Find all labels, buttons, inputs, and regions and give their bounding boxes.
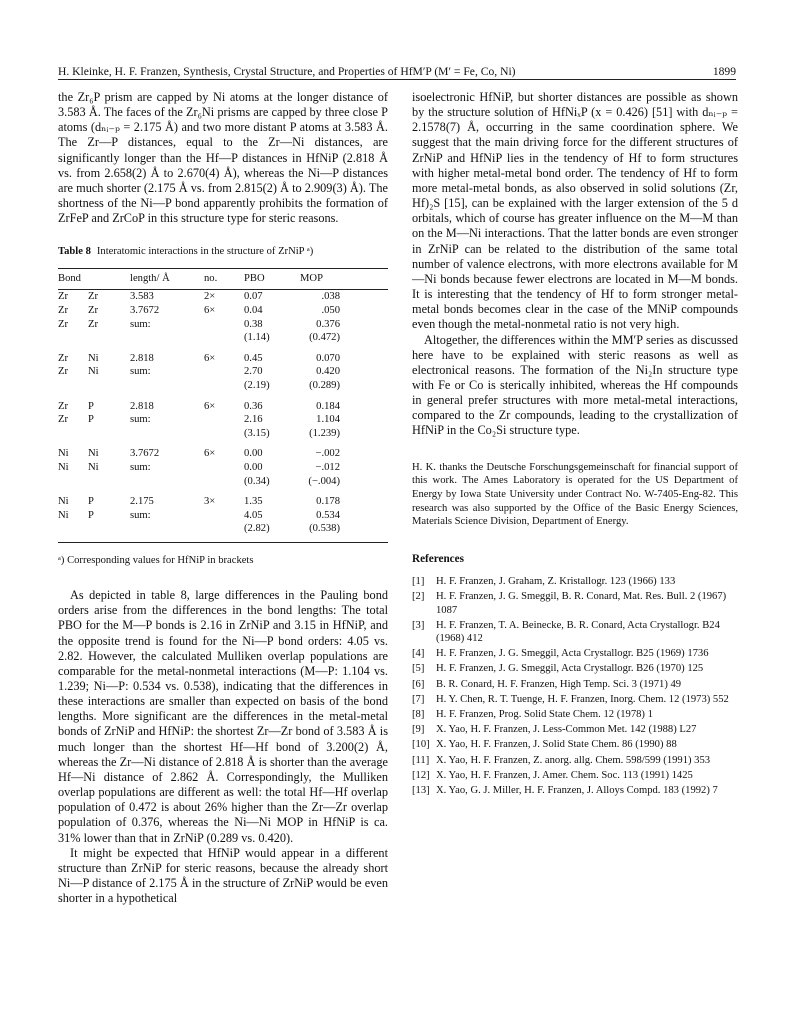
mop-value: 0.376: [316, 318, 340, 330]
reference-number: [4]: [412, 648, 425, 660]
cell-atom2: Zr: [88, 305, 98, 316]
reference-item: [412, 769, 738, 782]
cell-count: 6×: [204, 400, 216, 412]
reference-text: H. F. Franzen, Prog. Solid State Chem. 12 (1978) 1: [436, 708, 653, 720]
cell-atom2: Ni: [88, 461, 99, 473]
cell-atom2: P: [88, 414, 94, 426]
cell-mop: [300, 461, 388, 475]
cell-atom2: [88, 475, 130, 489]
cell-mop: [300, 427, 388, 441]
reference-item: [412, 678, 738, 691]
reference-item: [412, 784, 738, 797]
table-row: [58, 461, 388, 475]
table-caption: [58, 246, 388, 257]
cell-length: 3.7672: [130, 448, 160, 460]
table-row: [58, 331, 388, 345]
cell-atom2: [88, 331, 130, 345]
cell-length: sum:: [130, 366, 151, 378]
cell-count: [204, 522, 244, 542]
cell-mop: [300, 304, 388, 318]
reference-text: H. F. Franzen, J. G. Smeggil, B. R. Conard, Mat. Res. Bull. 2 (1967) 1087: [436, 591, 727, 616]
col-header-bond: Bond: [58, 273, 81, 285]
cell-atom1: [58, 475, 88, 489]
cell-atom1: [58, 522, 88, 542]
reference-text: X. Yao, G. J. Miller, H. F. Franzen, J. Alloys Compd. 183 (1992) 7: [436, 784, 718, 796]
cell-atom1: Ni: [58, 496, 69, 508]
reference-number: [12]: [412, 769, 430, 781]
cell-atom1: Zr: [58, 352, 68, 364]
reference-item: [412, 575, 738, 588]
reference-number: [3]: [412, 619, 425, 631]
cell-count: 3×: [204, 496, 216, 508]
cell-mop: [300, 290, 388, 304]
reference-text: X. Yao, H. F. Franzen, J. Solid State Chem. 86 (1990) 88: [436, 739, 677, 751]
table-caption-text: Interatomic interactions in the structure of ZrNiP ᵃ): [96, 246, 314, 258]
reference-item: [412, 590, 738, 616]
cell-length: 2.818: [130, 352, 154, 364]
reference-number: [7]: [412, 693, 425, 705]
cell-atom1: Ni: [58, 461, 69, 473]
cell-pbo: 0.07: [244, 291, 263, 303]
table-row: [58, 440, 388, 461]
reference-text: H. Y. Chen, R. T. Tuenge, H. F. Franzen, Inorg. Chem. 12 (1973) 552: [436, 693, 729, 705]
reference-item: [412, 619, 738, 645]
cell-length: 3.7672: [130, 305, 160, 316]
cell-atom2: P: [88, 400, 94, 412]
table-row: [58, 290, 388, 304]
acknowledgement: H. K. thanks the Deutsche Forschungsgemeinschaft for financial support of this work. The Ames Laboratory is operated for the US Department of Energy by Iowa State University under Contract No. W-7405-Eng-82. This research was also supported by the Office of the Basic Energy Sciences, Materials Science Division, Department of Energy.: [412, 461, 738, 528]
reference-item: [412, 708, 738, 721]
table-row: [58, 318, 388, 332]
reference-number: [1]: [412, 576, 425, 588]
cell-length: 2.175: [130, 496, 154, 508]
mop-value: .050: [321, 305, 340, 316]
cell-pbo: 0.00: [244, 448, 263, 460]
right-column: [412, 90, 738, 799]
cell-pbo: (1.14): [244, 332, 270, 344]
col-header-pbo: PBO: [244, 273, 265, 285]
cell-pbo: 4.05: [244, 509, 263, 521]
cell-atom2: [88, 379, 130, 393]
header-rule: [58, 79, 736, 80]
cell-mop: [300, 379, 388, 393]
cell-atom1: Zr: [58, 291, 68, 303]
mop-value: (0.538): [309, 523, 340, 535]
cell-pbo: 0.00: [244, 461, 263, 473]
cell-length: sum:: [130, 509, 151, 521]
cell-mop: [300, 475, 388, 489]
mop-value: (1.239): [309, 427, 340, 439]
cell-count: [204, 413, 244, 427]
table-body: [58, 290, 388, 543]
cell-length: sum:: [130, 318, 151, 330]
references-list: [412, 575, 738, 797]
cell-count: [204, 509, 244, 523]
mop-value: 0.534: [316, 509, 340, 521]
table-row: [58, 509, 388, 523]
left-paragraph-3: It might be expected that HfNiP would appear in a different structure than ZrNiP for steric reasons, because the already short Ni—P distance of 2.175 Å in the structure of ZrNiP would be even shorter in a hypothetical: [58, 845, 388, 906]
cell-length: [130, 379, 204, 393]
reference-text: X. Yao, H. F. Franzen, J. Amer. Chem. Soc. 113 (1991) 1425: [436, 769, 693, 781]
reference-text: B. R. Conard, H. F. Franzen, High Temp. Sci. 3 (1971) 49: [436, 678, 682, 690]
table-footnote: ᵃ) Corresponding values for HfNiP in brackets: [58, 554, 254, 566]
reference-number: [5]: [412, 663, 425, 675]
reference-item: [412, 738, 738, 751]
page-number: 1899: [712, 65, 736, 78]
cell-mop: [300, 440, 388, 461]
cell-atom2: Ni: [88, 448, 99, 460]
cell-mop: [300, 509, 388, 523]
cell-length: [130, 522, 204, 542]
reference-number: [11]: [412, 754, 430, 766]
reference-item: [412, 693, 738, 706]
reference-text: H. F. Franzen, J. Graham, Z. Kristallogr. 123 (1966) 133: [436, 576, 676, 588]
reference-text: X. Yao, H. F. Franzen, Z. anorg. allg. Chem. 598/599 (1991) 353: [436, 754, 711, 766]
cell-atom2: Zr: [88, 318, 98, 330]
mop-value: 1.104: [316, 414, 340, 426]
references-heading: References: [412, 553, 464, 566]
right-paragraph-1: isoelectronic HfNiP, but shorter distances are possible as shown by the structure solution of HfNiₓP (x = 0.426) [51] with dₙᵢ₋ₚ = 2.1578(7) Å, occurring in the same coordination sphere. We suggest that the main driving force for the different structures of ZrNiP and HfNiP lies in the tendency of Hf to form structures with higher metal-metal bond order. The tendency of Hf to form more metal-metal bonds, as also observed in solid solutions (Zr, Hf)₂S [15], can be explained with the larger extension of the 5 d orbitals, which of course has greater influence on the M—M than on the M—Ni interactions. That the latter bonds are even stronger in ZrNiP can be related to the distribution of the same total number of valence electrons, with more electrons available for M—Ni bonds because fewer electrons are located in M—M bonds. It is interesting that the tendency of Hf to form stronger metal-metal bonds becomes clear in the case of the MNiP compounds even though the metal-nonmetal ratio is not very high.: [412, 90, 738, 332]
cell-pbo: (0.34): [244, 475, 270, 487]
right-paragraph-2: Altogether, the differences within the MM′P series as discussed here have to be explained with steric reasons as well as electronical reasons. The formation of the Ni₂In structure type with Fe or Co is sterically inhibited, whereas the Hf compounds in general prefer structures with more metal-metal interactions, compared to the Zr compounds, leading to the crystallization of HfNiP in the Co₂Si structure type.: [412, 332, 738, 438]
cell-pbo: 1.35: [244, 496, 263, 508]
cell-mop: [300, 345, 388, 366]
cell-count: 6×: [204, 352, 216, 364]
cell-mop: [300, 393, 388, 414]
cell-mop: [300, 331, 388, 345]
reference-number: [2]: [412, 591, 425, 603]
cell-mop: [300, 318, 388, 332]
cell-pbo: (3.15): [244, 427, 270, 439]
cell-length: [130, 427, 204, 441]
table-row: [58, 427, 388, 441]
cell-count: 6×: [204, 305, 216, 316]
mop-value: −.012: [315, 461, 340, 473]
cell-count: [204, 365, 244, 379]
mop-value: 0.070: [316, 352, 340, 364]
cell-atom1: Zr: [58, 305, 68, 316]
mop-value: (0.289): [309, 379, 340, 391]
cell-atom2: [88, 427, 130, 441]
table-row: [58, 379, 388, 393]
cell-count: [204, 379, 244, 393]
mop-value: 0.420: [316, 366, 340, 378]
reference-item: [412, 723, 738, 736]
cell-mop: [300, 488, 388, 509]
cell-count: [204, 318, 244, 332]
cell-pbo: 0.36: [244, 400, 263, 412]
reference-number: [10]: [412, 739, 430, 751]
interactions-table: [58, 268, 388, 543]
cell-atom2: Ni: [88, 352, 99, 364]
cell-count: 6×: [204, 448, 216, 460]
cell-atom1: [58, 379, 88, 393]
cell-length: 2.818: [130, 400, 154, 412]
cell-length: [130, 331, 204, 345]
table-row: [58, 522, 388, 542]
cell-pbo: 0.38: [244, 318, 263, 330]
reference-item: [412, 754, 738, 767]
reference-text: H. F. Franzen, J. G. Smeggil, Acta Crystallogr. B26 (1970) 125: [436, 663, 704, 675]
reference-text: H. F. Franzen, T. A. Beinecke, B. R. Conard, Acta Crystallogr. B24 (1968) 412: [436, 619, 720, 644]
mop-value: 0.178: [316, 496, 340, 508]
reference-text: H. F. Franzen, J. G. Smeggil, Acta Crystallogr. B25 (1969) 1736: [436, 648, 709, 660]
left-column: [58, 90, 388, 906]
mop-value: (0.472): [309, 332, 340, 344]
cell-atom1: Ni: [58, 509, 69, 521]
reference-number: [8]: [412, 708, 425, 720]
cell-pbo: 0.04: [244, 305, 263, 316]
table-row: [58, 488, 388, 509]
reference-text: X. Yao, H. F. Franzen, J. Less-Common Met. 142 (1988) L27: [436, 724, 697, 736]
col-header-length: length/ Å: [130, 273, 170, 285]
cell-pbo: 2.70: [244, 366, 263, 378]
reference-item: [412, 662, 738, 675]
table-row: [58, 413, 388, 427]
cell-atom1: [58, 331, 88, 345]
cell-count: 2×: [204, 291, 216, 303]
reference-number: [6]: [412, 678, 425, 690]
cell-pbo: 0.45: [244, 352, 263, 364]
table-label: Table 8: [58, 246, 91, 258]
running-header: [58, 58, 736, 78]
cell-atom2: P: [88, 496, 94, 508]
cell-atom1: Zr: [58, 366, 68, 378]
cell-length: 3.583: [130, 291, 154, 303]
reference-number: [9]: [412, 724, 425, 736]
mop-value: (−.004): [308, 475, 340, 487]
table-row: [58, 475, 388, 489]
reference-number: [13]: [412, 784, 430, 796]
col-header-mop: MOP: [300, 273, 323, 285]
left-paragraph-2: As depicted in table 8, large differences in the Pauling bond orders arise from the differences in the bond lengths: The total PBO for the M—P bonds is 2.16 in ZrNiP and 3.15 in HfNiP, and the opposite trend is found for the Ni—P bond orders: 4.05 vs. 2.82. However, the calculated Mulliken overlap populations are comparable for the metal-nonmetal interactions (M—P: 1.104 vs. 1.239; Ni—P: 0.534 vs. 0.538), indicating that the differences in these interactions are smaller than expected on basis of the bond lengths. More significant are the differences in the metal-metal bonds of ZrNiP and HfNiP: the shortest Zr—Zr bond of 3.583 Å is much longer than the shortest Hf—Hf bond of 3.200(2) Å, whereas the Zr—Ni distance of 2.818 Å is shorter than the average Hf—Ni distance of 2.862 Å. Correspondingly, the Mulliken overlap populations are different as well: the total Hf—Hf overlap population of 0.472 is about 26% higher than the Zr—Zr overlap population of 0.376, whereas the Ni—Ni MOP in HfNiP is ca. 31% lower than that in ZrNiP (0.289 vs. 0.420).: [58, 588, 388, 845]
col-header-no: no.: [204, 273, 218, 285]
cell-count: [204, 331, 244, 345]
cell-length: [130, 475, 204, 489]
mop-value: −.002: [315, 448, 340, 460]
table-row: [58, 365, 388, 379]
cell-count: [204, 475, 244, 489]
cell-count: [204, 427, 244, 441]
cell-length: sum:: [130, 414, 151, 426]
cell-atom2: P: [88, 509, 94, 521]
left-paragraph-1: the Zr₆P prism are capped by Ni atoms at the longer distance of 3.583 Å. The faces of the Zr₆Ni prisms are capped by three close P atoms (dₙᵢ₋ₚ = 2.175 Å) and two more distant P atoms at 3.583 Å. The Zr—P distances, equal to the Zr—Ni distances, are significantly longer than the Hf—P distances in HfNiP (2.818 Å vs. from 2.658(2) Å to 2.670(4) Å), whereas the Ni—P distances are much shorter (2.175 Å vs. from 2.815(2) Å to 2.909(3) Å). The shortness of the Ni—P bond apparently prohibits the formation of ZrFeP and ZrCoP in this structure type for steric reasons.: [58, 90, 388, 226]
cell-atom1: Zr: [58, 414, 68, 426]
cell-atom1: Zr: [58, 400, 68, 412]
running-title: H. Kleinke, H. F. Franzen, Synthesis, Crystal Structure, and Properties of HfM′P (M′ = Fe, Co, Ni): [58, 65, 516, 78]
cell-atom1: Zr: [58, 318, 68, 330]
table-header-row: [58, 269, 388, 290]
cell-atom1: [58, 427, 88, 441]
table-row: [58, 393, 388, 414]
reference-item: [412, 647, 738, 660]
cell-mop: [300, 413, 388, 427]
cell-count: [204, 461, 244, 475]
cell-pbo: 2.16: [244, 414, 263, 426]
cell-atom1: Ni: [58, 448, 69, 460]
cell-mop: [300, 365, 388, 379]
cell-length: sum:: [130, 461, 151, 473]
cell-atom2: Ni: [88, 366, 99, 378]
mop-value: 0.184: [316, 400, 340, 412]
table-row: [58, 304, 388, 318]
cell-pbo: (2.19): [244, 379, 270, 391]
cell-pbo: (2.82): [244, 523, 270, 535]
mop-value: .038: [321, 291, 340, 303]
cell-mop: [300, 522, 388, 542]
cell-atom2: Zr: [88, 291, 98, 303]
table-row: [58, 345, 388, 366]
cell-atom2: [88, 522, 130, 542]
